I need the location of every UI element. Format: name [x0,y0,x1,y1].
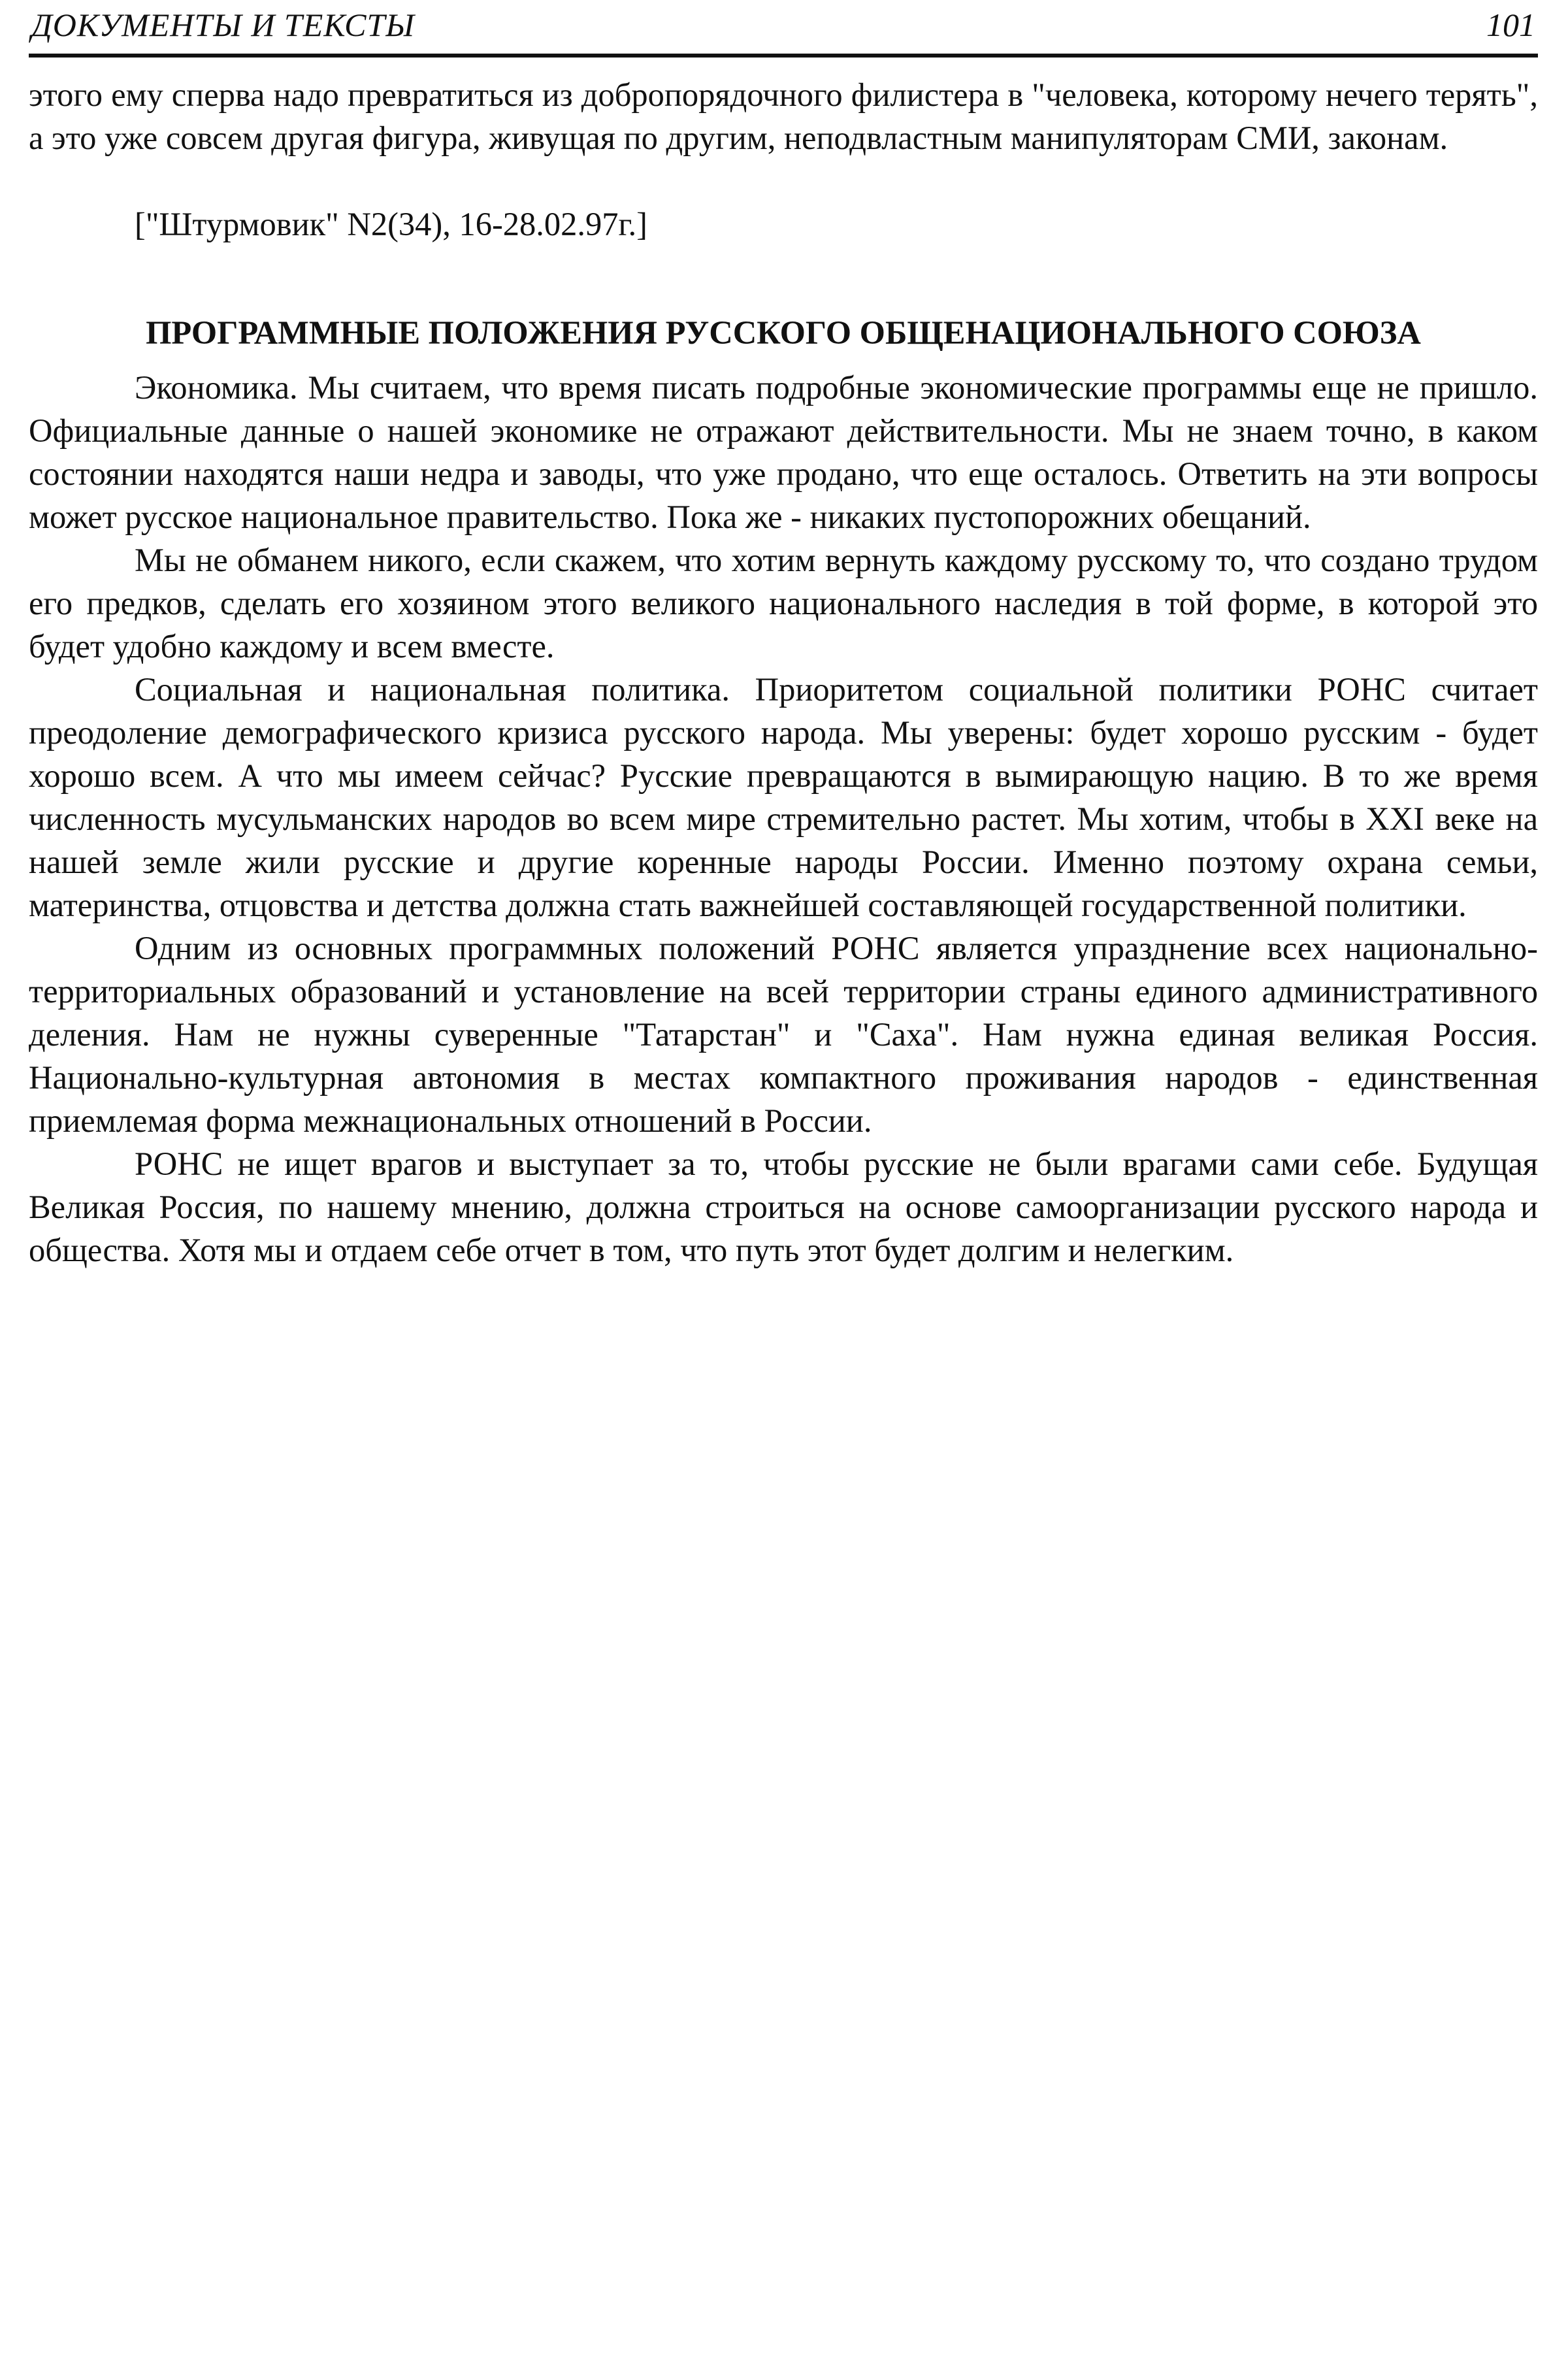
intro-paragraph: этого ему сперва надо превратиться из добропорядочного филистера в "человека, которому нечего терять", а это уже совсем другая фигура, живущая по другим, неподвластным манипуляторам СМИ, законам. [29,76,1538,156]
paragraph-heritage: Мы не обманем никого, если скажем, что хотим вернуть каждому русскому то, что создано трудом его предков, сделать его хозяином этого великого национального наследия в той форме, в которой это будет удобно каждому и всем вместе. [29,542,1538,665]
header-rule [29,54,1538,58]
paragraph-administrative-division: Одним из основных программных положений РОНС является упразднение всех национально-территориальных образований и установление на всей территории страны единого административного деления. Нам не нужны суверенные "Татарстан" и "Саха". Нам нужна единая великая Россия. Национально-культурная автономия в местах компактного проживания народов - единственная приемлемая форма межнациональных отношений в России. [29,930,1538,1139]
section-heading: ПРОГРАММНЫЕ ПОЛОЖЕНИЯ РУССКОГО ОБЩЕНАЦИОНАЛЬНОГО СОЮЗА [146,314,1421,351]
paragraph-economy: Экономика. Мы считаем, что время писать подробные экономические программы еще не пришло. Официальные данные о нашей экономике не отражают действительности. Мы не знаем точно, в каком состоянии находятся наши недра и заводы, что уже продано, что еще осталось. Ответить на эти вопросы может русское национальное правительство. Пока же - никаких пустопорожних обещаний. [29,369,1538,535]
document-page [29,0,1538,1272]
running-header [29,0,1538,55]
source-citation: ["Штурмовик" N2(34), 16-28.02.97г.] [135,206,647,242]
paragraph-social-policy: Социальная и национальная политика. Приоритетом социальной политики РОНС считает преодоление демографического кризиса русского народа. Мы уверены: будет хорошо русским - будет хорошо всем. А что мы имеем сейчас? Русские превращаются в вымирающую нацию. В то же время численность мусульманских народов во всем мире стремительно растет. Мы хотим, чтобы в XXI веке на нашей земле жили русские и другие коренные народы России. Именно поэтому охрана семьи, материнства, отцовства и детства должна стать важнейшей составляющей государственной политики. [29,671,1538,923]
page-number: 101 [1486,7,1535,43]
running-title: ДОКУМЕНТЫ И ТЕКСТЫ [31,7,415,43]
paragraph-conclusion: РОНС не ищет врагов и выступает за то, чтобы русские не были врагами сами себе. Будущая Великая Россия, по нашему мнению, должна строиться на основе самоорганизации русского народа и общества. Хотя мы и отдаем себе отчет в том, что путь этот будет долгим и нелегким. [29,1146,1538,1268]
